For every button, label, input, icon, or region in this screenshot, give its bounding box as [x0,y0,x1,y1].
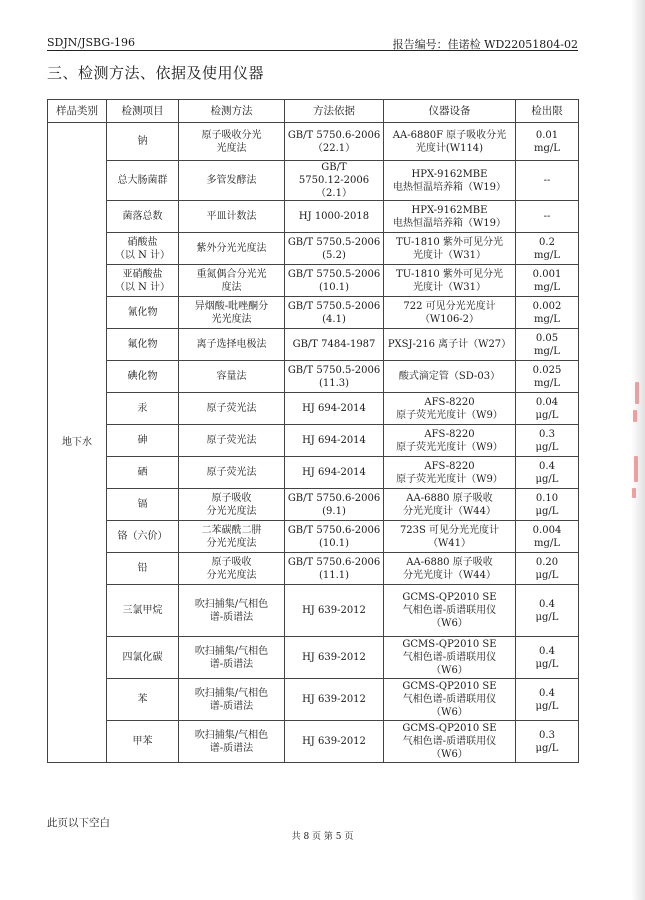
detection-limit-line: μg/L [535,473,559,485]
test-method-cell [179,489,285,521]
equipment-cell [384,457,516,489]
method-basis-line: GB/T [321,162,347,173]
detection-limit-line: 0.2 [539,236,555,248]
test-method-line: 异烟酸-吡唑酮分 [194,300,269,312]
method-basis-cell [285,297,384,329]
test-method-cell [179,393,285,425]
detection-limit-line: 0.025 [532,364,562,376]
test-method-line: 谱-质谱法 [209,700,254,712]
equipment-cell [384,489,516,521]
test-method-line: 离子选择电极法 [196,339,267,350]
detection-limit-line: μg/L [535,569,559,581]
table-row [48,637,579,679]
test-item-line: 碘化物 [127,371,158,382]
table-row [48,425,579,457]
header-method: 检测方法 [179,100,285,123]
test-item-line: 铬（六价） [117,531,168,542]
test-method-cell [179,161,285,201]
equipment-cell [384,265,516,297]
test-method-line: 原子吸收分光 [201,129,262,141]
test-method-line: 吹扫捕集/气相色 [194,645,269,657]
method-basis-cell [285,361,384,393]
header-category: 样品类别 [48,100,107,123]
method-basis-line: GB/T 7484-1987 [292,339,376,350]
test-method-cell [179,425,285,457]
detection-limit-line: μg/L [535,700,559,712]
method-basis-cell [285,553,384,585]
equipment-cell [384,585,516,637]
test-item-cell [107,457,179,489]
equipment-cell [384,637,516,679]
scan-edge-shadow [631,0,645,900]
equipment-line: 分光光度计（W44） [402,505,496,517]
detection-limit-line: 0.20 [535,556,559,568]
test-item-line: 四氯化碳 [122,652,163,663]
detection-limit-cell [516,297,579,329]
table-row [48,233,579,265]
test-item-line: 镉 [137,499,148,510]
method-basis-cell [285,721,384,763]
equipment-line: AFS-8220 [424,396,475,408]
detection-limit-cell [516,489,579,521]
test-method-line: 原子荧光法 [206,435,257,446]
equipment-cell [384,201,516,233]
test-method-line: 重氮偶合分光光 [196,268,267,280]
test-method-cell [179,265,285,297]
test-item-line: 硝酸盐 [127,236,158,248]
method-basis-line: (10.1) [318,281,350,293]
doc-code: SDJN/JSBG-196 [47,36,136,49]
detection-limit-cell [516,585,579,637]
equipment-line: 光度计(W114) [415,142,484,154]
method-basis-cell [285,201,384,233]
test-item-cell [107,361,179,393]
detection-limit-line: 0.01 [535,129,559,141]
test-item-line: 三氯甲烷 [122,605,163,616]
test-method-cell [179,521,285,553]
test-method-line: 平皿计数法 [206,211,257,222]
test-method-line: 吹扫捕集/气相色 [194,598,269,610]
detection-limit-cell [516,521,579,553]
table-row [48,361,579,393]
method-basis-line: HJ 639-2012 [302,736,366,747]
table-header-row [48,100,579,123]
equipment-cell [384,679,516,721]
test-method-line: 容量法 [216,371,247,382]
equipment-line: 722 可见分光光度计 [403,300,496,312]
detection-limit-cell [516,637,579,679]
detection-limit-line: 0.001 [532,268,562,280]
test-item-line: （以 N 计） [114,249,171,261]
test-item-cell [107,201,179,233]
header-item: 检测项目 [107,100,179,123]
test-method-cell [179,233,285,265]
detection-limit-line: -- [543,175,551,186]
report-number: 报告编号：佳诺检 WD22051804-02 [392,38,578,51]
detection-limit-cell [516,361,579,393]
detection-limit-line: -- [543,211,551,222]
detection-limit-line: mg/L [534,377,560,389]
method-basis-line: GB/T 5750.6-2006 [287,524,381,536]
equipment-line: GCMS-QP2010 SE [402,681,497,692]
test-method-cell [179,637,285,679]
test-item-line: 氟化物 [127,339,158,350]
equipment-line: （W6） [431,665,468,676]
test-method-line: 谱-质谱法 [209,742,254,754]
detection-limit-line: mg/L [534,313,560,325]
method-basis-cell [285,457,384,489]
test-item-cell [107,123,179,161]
equipment-line: 原子荧光光度计（W9） [396,409,503,421]
equipment-cell [384,233,516,265]
detection-limit-cell [516,161,579,201]
equipment-line: GCMS-QP2010 SE [402,639,497,650]
method-basis-line: 5750.12-2006 [298,175,370,186]
equipment-line: （W6） [431,618,468,629]
equipment-line: 原子荧光光度计（W9） [396,441,503,453]
detection-limit-cell [516,425,579,457]
test-method-line: 吹扫捕集/气相色 [194,687,269,699]
table-row [48,521,579,553]
method-basis-line: GB/T 5750.5-2006 [287,236,381,248]
equipment-line: （W6） [431,749,468,760]
test-item-cell [107,721,179,763]
detection-limit-cell [516,553,579,585]
test-method-line: 二苯碳酰二肼 [201,524,262,536]
detection-limit-cell [516,721,579,763]
test-item-cell [107,585,179,637]
table-row [48,457,579,489]
table-row [48,201,579,233]
test-method-cell [179,123,285,161]
test-item-cell [107,161,179,201]
test-method-cell [179,361,285,393]
equipment-line: AA-6880F 原子吸收分光 [392,129,507,141]
test-item-cell [107,553,179,585]
test-item-line: 钠 [137,136,148,147]
detection-limit-line: 0.4 [539,460,555,472]
method-basis-line: (10.1) [318,537,350,549]
equipment-line: TU-1810 紫外可见分光 [396,236,503,248]
equipment-line: AA-6880 原子吸收 [406,556,493,568]
test-item-cell [107,393,179,425]
method-basis-cell [285,425,384,457]
test-method-cell [179,721,285,763]
method-basis-cell [285,161,384,201]
test-method-line: 度法 [221,281,242,293]
method-basis-line: HJ 639-2012 [302,605,366,616]
detection-limit-line: mg/L [534,345,560,357]
method-basis-line: GB/T 5750.5-2006 [287,268,381,280]
equipment-line: GCMS-QP2010 SE [402,592,497,603]
table-row [48,297,579,329]
test-method-line: 原子荧光法 [206,403,257,414]
test-method-line: 多管发酵法 [206,175,257,186]
method-basis-line: HJ 1000-2018 [298,211,370,222]
method-basis-cell [285,233,384,265]
equipment-line: 气相色谱-质谱联用仪 [402,605,497,616]
method-basis-line: HJ 694-2014 [302,467,366,478]
method-basis-line: GB/T 5750.6-2006 [287,556,381,568]
test-item-cell [107,265,179,297]
equipment-line: 电热恒温培养箱（W19） [392,217,506,229]
method-basis-cell [285,585,384,637]
method-basis-line: (11.1) [318,569,350,581]
equipment-line: AA-6880 原子吸收 [406,492,493,504]
equipment-cell [384,123,516,161]
method-basis-line: HJ 694-2014 [302,403,366,414]
detection-limit-cell [516,393,579,425]
method-basis-line: GB/T 5750.6-2006 [287,492,381,504]
detection-limit-line: μg/L [535,505,559,517]
test-item-cell [107,679,179,721]
test-method-line: 光度法 [216,142,247,154]
test-method-line: 吹扫捕集/气相色 [194,729,269,741]
table-row [48,329,579,361]
equipment-cell [384,425,516,457]
test-method-cell [179,297,285,329]
detection-limit-line: 0.004 [532,524,562,536]
method-basis-cell [285,679,384,721]
test-method-line: 光光度法 [211,313,252,325]
equipment-line: AFS-8220 [424,460,475,472]
detection-limit-line: 0.05 [535,332,559,344]
detection-limit-line: 0.3 [539,729,555,741]
header-equipment: 仪器设备 [384,100,516,123]
test-item-line: 汞 [137,403,148,414]
equipment-line: 气相色谱-质谱联用仪 [402,652,497,663]
test-method-line: 紫外分光光度法 [196,243,267,254]
method-basis-line: GB/T 5750.5-2006 [287,364,381,376]
test-method-line: 谱-质谱法 [209,658,254,670]
method-basis-cell [285,123,384,161]
method-basis-cell [285,637,384,679]
test-item-line: 氰化物 [127,307,158,318]
test-item-cell [107,489,179,521]
equipment-line: 气相色谱-质谱联用仪 [402,694,497,705]
detection-limit-line: mg/L [534,281,560,293]
test-item-line: 菌落总数 [122,211,163,222]
test-method-line: 原子吸收 [211,556,252,568]
method-basis-line: （2.1） [316,188,352,199]
detection-limit-line: 0.4 [539,598,555,610]
equipment-cell [384,553,516,585]
test-method-line: 分光光度法 [206,505,257,517]
equipment-line: （W6） [431,707,468,718]
equipment-cell [384,297,516,329]
equipment-line: TU-1810 紫外可见分光 [396,268,503,280]
test-item-line: 硒 [137,467,148,478]
table-row [48,393,579,425]
equipment-cell [384,721,516,763]
equipment-line: 分光光度计（W44） [402,569,496,581]
equipment-line: AFS-8220 [424,428,475,440]
detection-limit-line: μg/L [535,611,559,623]
test-item-line: 苯 [137,694,148,705]
equipment-line: 光度计（W31） [412,281,486,293]
table-row [48,265,579,297]
header-divider [47,50,578,51]
equipment-cell [384,161,516,201]
test-item-cell [107,297,179,329]
method-basis-cell [285,265,384,297]
method-basis-line: GB/T 5750.5-2006 [287,300,381,312]
detection-limit-line: mg/L [534,142,560,154]
method-basis-line: （22.1） [312,142,356,154]
test-item-cell [107,329,179,361]
method-basis-line: HJ 639-2012 [302,652,366,663]
test-method-line: 分光光度法 [206,569,257,581]
test-item-line: 铅 [137,563,148,574]
test-method-line: 谱-质谱法 [209,611,254,623]
sample-category: 地下水 [48,123,107,763]
test-method-line: 分光光度法 [206,537,257,549]
test-method-cell [179,329,285,361]
equipment-line: PXSJ-216 离子计（W27） [387,339,512,350]
detection-limit-line: μg/L [535,658,559,670]
detection-limit-cell [516,201,579,233]
detection-limit-line: 0.04 [535,396,559,408]
method-basis-line: (4.1) [322,313,346,325]
equipment-cell [384,393,516,425]
method-basis-line: HJ 639-2012 [302,694,366,705]
equipment-line: （W41） [427,537,471,549]
test-method-cell [179,457,285,489]
detection-limit-line: 0.4 [539,687,555,699]
table-row [48,161,579,201]
equipment-line: 原子荧光光度计（W9） [396,473,503,485]
detection-limit-line: mg/L [534,537,560,549]
detection-limit-cell [516,233,579,265]
method-basis-cell [285,521,384,553]
detection-limit-cell [516,457,579,489]
detection-limit-line: 0.10 [535,492,559,504]
equipment-line: （W106-2） [419,313,480,325]
test-item-cell [107,233,179,265]
detection-limit-cell [516,265,579,297]
test-method-cell [179,585,285,637]
method-basis-line: (9.1) [322,505,346,517]
detection-limit-line: 0.4 [539,645,555,657]
test-method-line: 原子荧光法 [206,467,257,478]
table-row [48,585,579,637]
test-method-cell [179,553,285,585]
equipment-cell [384,361,516,393]
equipment-line: 气相色谱-质谱联用仪 [402,736,497,747]
test-item-cell [107,637,179,679]
method-basis-line: GB/T 5750.6-2006 [287,129,381,141]
table-row [48,123,579,161]
table-row [48,679,579,721]
section-title: 三、检测方法、依据及使用仪器 [47,64,265,82]
method-basis-cell [285,329,384,361]
test-item-line: 总大肠菌群 [117,175,168,186]
detection-limit-line: 0.002 [532,300,562,312]
equipment-cell [384,329,516,361]
test-method-line: 原子吸收 [211,492,252,504]
header-basis: 方法依据 [285,100,384,123]
test-item-line: 砷 [137,435,148,446]
test-item-line: 亚硝酸盐 [122,268,163,280]
detection-limit-cell [516,329,579,361]
method-basis-line: HJ 694-2014 [302,435,366,446]
table-row [48,489,579,521]
equipment-line: 光度计（W31） [412,249,486,261]
detection-limit-line: mg/L [534,249,560,261]
test-methods-table [47,99,579,763]
test-method-cell [179,679,285,721]
equipment-line: 酸式滴定管（SD-03） [398,371,501,382]
test-item-cell [107,425,179,457]
detection-limit-cell [516,679,579,721]
equipment-line: HPX-9162MBE [411,204,488,216]
method-basis-line: (11.3) [318,377,350,389]
detection-limit-line: μg/L [535,742,559,754]
detection-limit-cell [516,123,579,161]
test-method-cell [179,201,285,233]
equipment-cell [384,521,516,553]
equipment-line: GCMS-QP2010 SE [402,723,497,734]
header-limit: 检出限 [516,100,579,123]
method-basis-line: (5.2) [322,249,346,261]
equipment-line: 电热恒温培养箱（W19） [392,181,506,193]
test-item-line: 甲苯 [132,736,153,747]
table-row [48,721,579,763]
test-item-cell [107,521,179,553]
test-item-line: （以 N 计） [114,281,171,293]
detection-limit-line: μg/L [535,409,559,421]
blank-page-note: 此页以下空白 [47,817,110,829]
method-basis-cell [285,489,384,521]
detection-limit-line: μg/L [535,441,559,453]
detection-limit-line: 0.3 [539,428,555,440]
table-row [48,553,579,585]
equipment-line: HPX-9162MBE [411,168,488,180]
method-basis-cell [285,393,384,425]
equipment-line: 723S 可见分光光度计 [399,524,500,536]
page-footer: 共 8 页 第 5 页 [291,832,354,842]
